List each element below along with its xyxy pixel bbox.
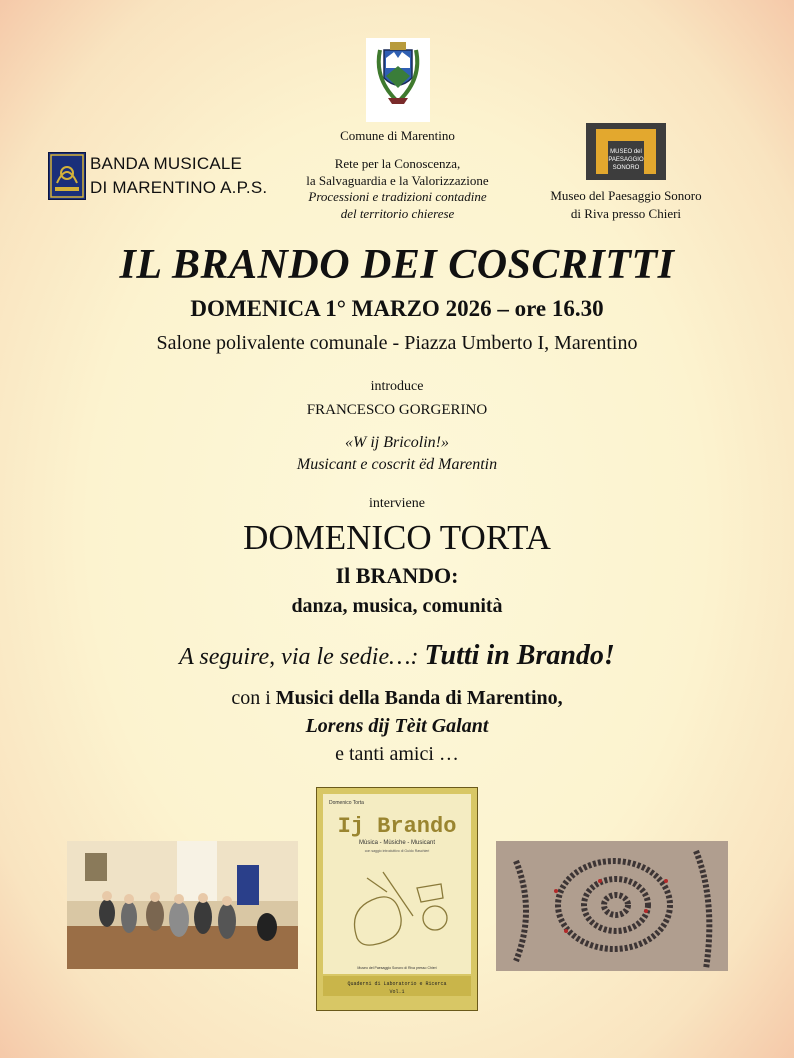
seguire-prefix: A seguire, via le sedie…: [179,644,425,670]
intro-talk [0,432,794,476]
performers-line-1 [0,684,794,712]
photo-musicians-hall [67,841,298,969]
museo-line-1: Museo del Paesaggio Sonoro [550,188,702,203]
svg-text:MUSEO del: MUSEO del [610,149,642,155]
banda-line-2: DI MARENTINO A.P.S. [90,178,268,197]
intro-talk-subtitle: Musicant e coscrit ëd Marentin [296,456,498,473]
performers-line-2 [0,712,794,740]
interviene-label: interviene [369,496,425,511]
performers-line-3: e tanti amici … [335,743,459,765]
talk-subtitle: danza, musica, comunità [291,595,503,617]
book-publisher: Museo del Paesaggio Sonoro di Riva presso Chieri [357,966,437,970]
svg-text:SONORO: SONORO [612,165,640,171]
rete-line-3: Processioni e tradizioni contadine [308,189,487,204]
event-venue: Salone polivalente comunale - Piazza Umberto I, Marentino [156,332,638,354]
banda-emblem-icon [48,152,86,200]
book-series: Quaderni di Laboratorio e Ricerca [347,981,447,987]
event-date: DOMENICA 1° MARZO 2026 – ore 16.30 [190,296,604,321]
book-subtitle: Mùsica - Mùsiche - Musicant [358,840,436,846]
book-author: Domenico Torta [329,800,364,806]
book-intro: con saggio introduttivo di Guido Raschieri [364,849,430,853]
talk-title: Il BRANDO: [335,563,459,588]
museo-label [530,187,722,223]
photo-dancers-spiral [496,841,728,971]
introducer-name: FRANCESCO GORGERINO [306,402,488,418]
comune-label: Comune di Marentino [340,128,455,143]
introduce-label: introduce [370,379,424,394]
comune-crest-logo [366,38,430,122]
rete-line-2: la Salvaguardia e la Valorizzazione [306,172,489,188]
performers [0,684,794,768]
intro-talk-title: «W ij Bricolin!» [345,434,449,451]
book-cover [316,787,478,1011]
banda-name [90,152,300,200]
book-volume: Vol.1 [389,989,405,995]
speaker-name: DOMENICO TORTA [243,518,551,557]
rete-line-1: Rete per la Conoscenza, [334,156,461,171]
rete-text [280,156,515,222]
svg-text:PAESAGGIO: PAESAGGIO [608,157,644,163]
group-name: Lorens dij Tèit Galant [305,715,489,737]
seguire-emphasis: Tutti in Brando! [424,640,615,671]
con-prefix: con i [231,687,276,709]
rete-line-4: del territorio chierese [340,205,455,221]
museo-line-2: di Riva presso Chieri [570,206,682,221]
seguire-line [0,640,794,672]
book-title: Ij Brando [337,814,457,839]
event-title: IL BRANDO DEI COSCRITTI [119,242,675,288]
banda-line-1: BANDA MUSICALE [90,154,243,173]
museo-logo [586,123,666,180]
banda-musici: Musici della Banda di Marentino, [275,687,563,709]
